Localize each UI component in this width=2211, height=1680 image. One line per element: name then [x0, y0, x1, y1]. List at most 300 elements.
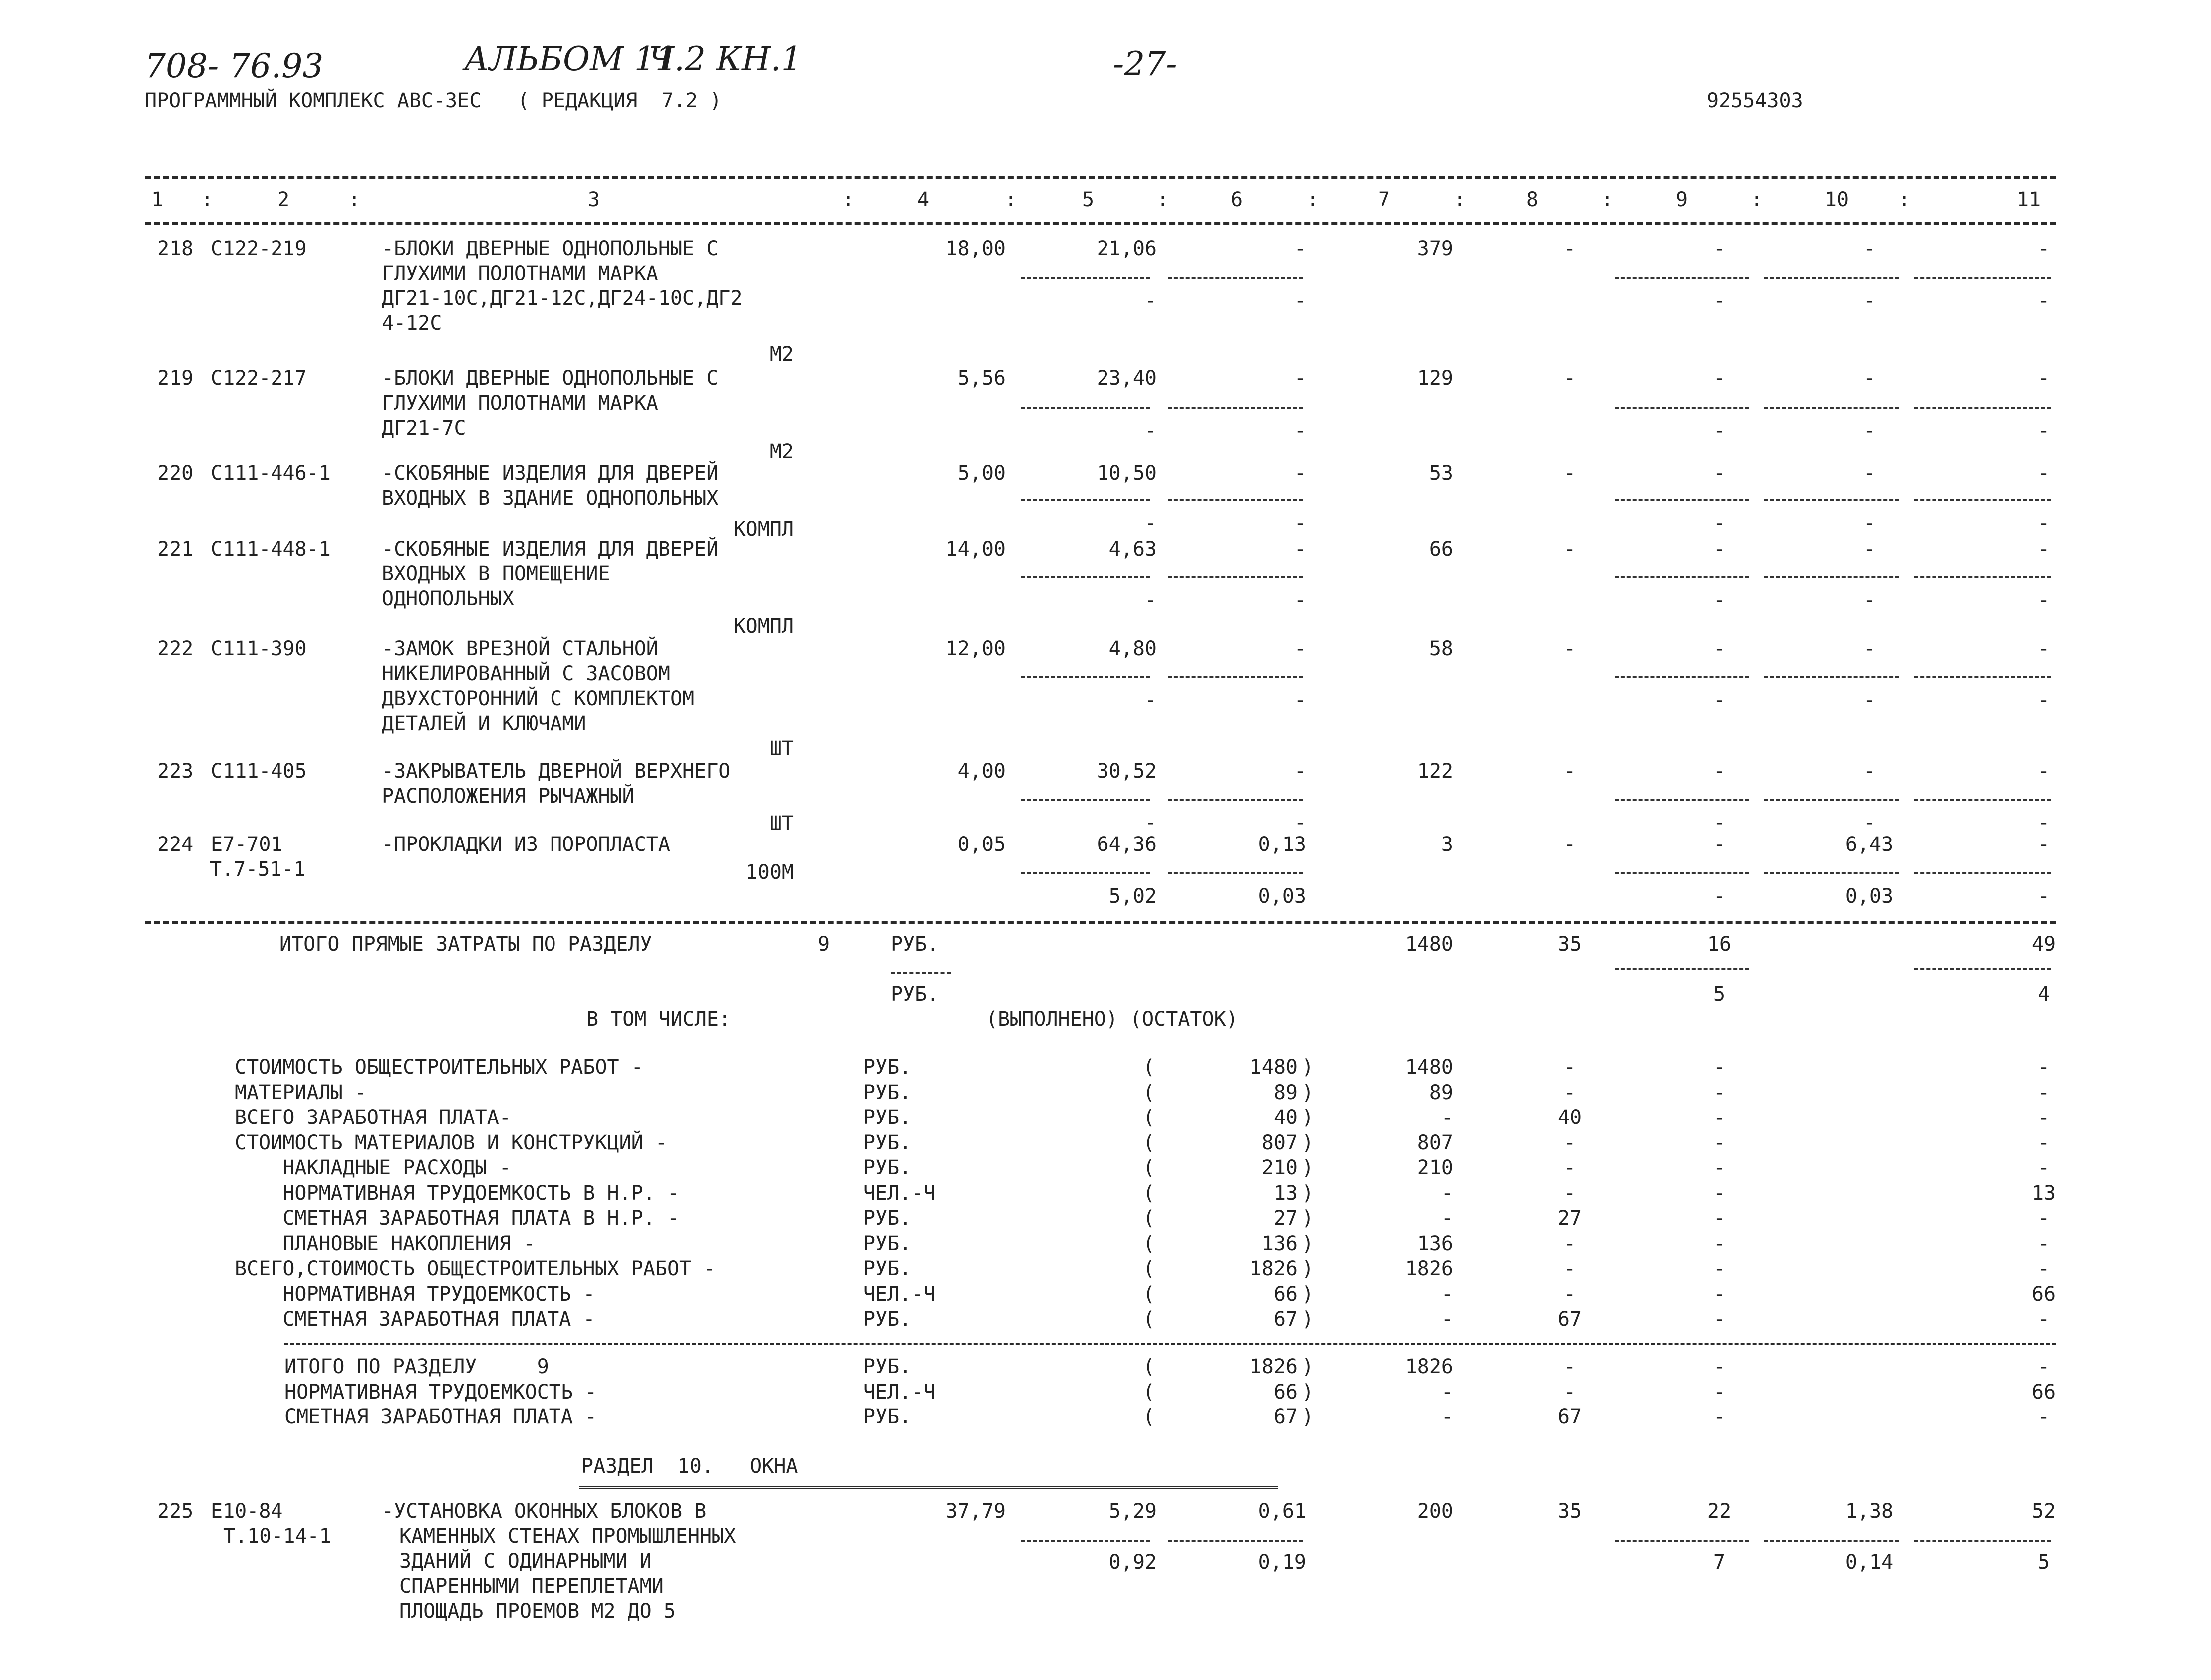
column-separator: : — [1156, 188, 1169, 211]
sub-divider — [1168, 799, 1303, 801]
breakdown-col11: - — [2037, 1232, 2050, 1255]
summary-label: ИТОГО ПО РАЗДЕЛУ 9 — [284, 1355, 549, 1378]
paren-open: ( — [1143, 1257, 1155, 1280]
total-col11-sub: 4 — [2037, 983, 2050, 1006]
column-separator: : — [1601, 188, 1614, 211]
breakdown-unit: РУБ. — [863, 1308, 912, 1331]
cell-col7: 129 — [1417, 367, 1453, 390]
column-header-1: 1 — [151, 188, 164, 211]
breakdown-header: (ВЫПОЛНЕНО) (ОСТАТОК) — [986, 1008, 1238, 1031]
breakdown-col8: - — [1563, 1182, 1576, 1205]
sub-divider — [1021, 407, 1150, 409]
sub-divider — [1764, 499, 1899, 501]
cell-col11-sub: - — [2037, 811, 2050, 834]
breakdown-label: НОРМАТИВНАЯ ТРУДОЕМКОСТЬ В Н.Р. - — [235, 1182, 680, 1205]
column-header-11: 11 — [2016, 188, 2041, 211]
cell-col10: - — [1863, 237, 1876, 260]
cell-col5-sub: - — [1144, 512, 1157, 535]
breakdown-col7: 807 — [1417, 1131, 1453, 1154]
sub-divider — [1168, 277, 1303, 279]
paren-open: ( — [1143, 1056, 1155, 1079]
row-unit: М2 — [769, 343, 794, 366]
sub-divider — [1615, 676, 1749, 678]
summary-col9: - — [1713, 1405, 1726, 1428]
breakdown-col11: - — [2037, 1081, 2050, 1104]
cell-col6: - — [1294, 367, 1306, 390]
cell-col8: - — [1563, 637, 1576, 660]
row-description: ГЛУХИМИ ПОЛОТНАМИ МАРКА — [382, 262, 658, 285]
sub-divider — [1021, 499, 1150, 501]
cell-col6-sub: - — [1294, 811, 1306, 834]
sub-divider — [1615, 799, 1749, 801]
cell-col11: - — [2037, 760, 2050, 783]
breakdown-col9: - — [1713, 1131, 1726, 1154]
paren-open: ( — [1143, 1131, 1155, 1154]
summary-rule — [284, 1343, 2056, 1345]
breakdown-unit: РУБ. — [863, 1131, 912, 1154]
row-code: E7-701 — [211, 833, 283, 856]
paren-close: ) — [1302, 1257, 1314, 1280]
sub-divider — [1168, 576, 1303, 578]
row-description: -БЛОКИ ДВЕРНЫЕ ОДНОПОЛЬНЫЕ С — [382, 237, 719, 260]
cell-col6-sub: - — [1294, 289, 1306, 312]
row-description: -УСТАНОВКА ОКОННЫХ БЛОКОВ В — [382, 1500, 707, 1523]
sub-divider — [1914, 407, 2051, 409]
cell-col6: - — [1294, 237, 1306, 260]
paren-open: ( — [1143, 1081, 1155, 1104]
cell-col7: 122 — [1417, 760, 1453, 783]
total-col9-sub: 5 — [1713, 983, 1726, 1006]
paren-open: ( — [1143, 1182, 1155, 1205]
section-total-label: ИТОГО ПРЯМЫЕ ЗАТРАТЫ ПО РАЗДЕЛУ — [279, 933, 652, 956]
breakdown-label: СТОИМОСТЬ МАТЕРИАЛОВ И КОНСТРУКЦИЙ - — [235, 1131, 667, 1154]
breakdown-col9: - — [1713, 1156, 1726, 1179]
cell-col9-sub: - — [1713, 289, 1726, 312]
breakdown-label: СТОИМОСТЬ ОБЩЕСТРОИТЕЛЬНЫХ РАБОТ - — [235, 1056, 643, 1079]
cell-col10-sub: - — [1863, 419, 1876, 442]
breakdown-col8: - — [1563, 1081, 1576, 1104]
paren-close: ) — [1302, 1182, 1314, 1205]
cell-col4: 5,56 — [957, 367, 1006, 390]
cell-col10: - — [1863, 462, 1876, 485]
cell-col6-sub: - — [1294, 512, 1306, 535]
sub-divider — [1615, 968, 1749, 970]
cell-col4: 14,00 — [945, 538, 1006, 560]
cell-col9: - — [1713, 760, 1726, 783]
row-description: ЗДАНИЙ С ОДИНАРНЫМИ И — [399, 1550, 652, 1573]
breakdown-done: 807 — [1261, 1131, 1298, 1154]
cell-col5: 5,29 — [1108, 1500, 1157, 1523]
sub-divider — [1615, 576, 1749, 578]
cell-col6-sub: 0,19 — [1258, 1551, 1306, 1574]
row-unit: КОМПЛ — [733, 615, 794, 638]
sub-divider — [1021, 799, 1150, 801]
sub-divider — [1764, 407, 1899, 409]
cell-col10: 1,38 — [1845, 1500, 1894, 1523]
row-description: -СКОБЯНЫЕ ИЗДЕЛИЯ ДЛЯ ДВЕРЕЙ — [382, 462, 719, 485]
column-separator: : — [1453, 188, 1466, 211]
paren-close: ) — [1302, 1207, 1314, 1230]
cell-col11-sub: - — [2037, 419, 2050, 442]
cell-col10-sub: - — [1863, 811, 1876, 834]
sub-divider — [1021, 1540, 1150, 1542]
column-separator: : — [348, 188, 361, 211]
doc-code: 708- 76.93 — [145, 47, 324, 85]
cell-col11: - — [2037, 367, 2050, 390]
paren-open: ( — [1143, 1106, 1155, 1129]
row-code: Т.7-51-1 — [210, 858, 306, 881]
header-bottom-rule — [145, 222, 2056, 225]
row-code: C122-219 — [211, 237, 307, 260]
row-code: C122-217 — [211, 367, 307, 390]
breakdown-col11: 13 — [2031, 1182, 2056, 1205]
sub-divider — [1168, 1540, 1303, 1542]
breakdown-unit: РУБ. — [863, 1156, 912, 1179]
row-number: 224 — [157, 833, 194, 856]
breakdown-label: ВСЕГО ЗАРАБОТНАЯ ПЛАТА- — [235, 1106, 511, 1129]
cell-col9: - — [1713, 237, 1726, 260]
summary-done: 1826 — [1249, 1355, 1298, 1378]
cell-col11-sub: 5 — [2037, 1551, 2050, 1574]
section-10-title: РАЗДЕЛ 10. ОКНА — [581, 1455, 798, 1478]
cell-col9: - — [1713, 833, 1726, 856]
row-number: 225 — [157, 1500, 194, 1523]
breakdown-col11: - — [2037, 1106, 2050, 1129]
cell-col11: 52 — [2031, 1500, 2056, 1523]
cell-col9: - — [1713, 637, 1726, 660]
cell-col11-sub: - — [2037, 512, 2050, 535]
summary-label: СМЕТНАЯ ЗАРАБОТНАЯ ПЛАТА - — [284, 1405, 597, 1428]
breakdown-col9: - — [1713, 1257, 1726, 1280]
paren-close: ) — [1302, 1131, 1314, 1154]
breakdown-col8: - — [1563, 1131, 1576, 1154]
row-unit: М2 — [769, 440, 794, 463]
breakdown-done: 1480 — [1249, 1056, 1298, 1079]
cell-col10: - — [1863, 538, 1876, 560]
summary-col9: - — [1713, 1381, 1726, 1403]
total-col11: 49 — [2031, 933, 2056, 956]
sub-divider — [1021, 576, 1150, 578]
sub-divider — [1914, 968, 2051, 970]
sub-divider — [1914, 499, 2051, 501]
sub-divider — [1615, 277, 1749, 279]
cell-col10: - — [1863, 760, 1876, 783]
cell-col5: 4,63 — [1108, 538, 1157, 560]
sub-divider — [1615, 872, 1749, 874]
breakdown-unit: РУБ. — [863, 1207, 912, 1230]
paren-open: ( — [1143, 1207, 1155, 1230]
cell-col5-sub: - — [1144, 811, 1157, 834]
row-description: -ЗАМОК ВРЕЗНОЙ СТАЛЬНОЙ — [382, 637, 658, 660]
row-description: ПЛОЩАДЬ ПРОЕМОВ М2 ДО 5 — [399, 1600, 676, 1623]
cell-col11-sub: - — [2037, 689, 2050, 712]
row-description: ВХОДНЫХ В ПОМЕЩЕНИЕ — [382, 562, 610, 585]
row-description: КАМЕННЫХ СТЕНАХ ПРОМЫШЛЕННЫХ — [399, 1525, 736, 1548]
row-code: C111-405 — [211, 760, 307, 783]
summary-col7: - — [1441, 1381, 1453, 1403]
section-10-underline — [579, 1486, 1278, 1489]
cell-col9: - — [1713, 462, 1726, 485]
cell-col8: - — [1563, 237, 1576, 260]
column-separator: : — [842, 188, 855, 211]
cell-col10: 6,43 — [1845, 833, 1894, 856]
breakdown-col9: - — [1713, 1207, 1726, 1230]
row-description: ДВУХСТОРОННИЙ С КОМПЛЕКТОМ — [382, 687, 695, 710]
sub-divider — [1615, 1540, 1749, 1542]
row-unit: ШТ — [769, 812, 794, 835]
breakdown-done: 40 — [1273, 1106, 1298, 1129]
row-code: Т.10-14-1 — [223, 1525, 331, 1548]
cell-col6: 0,61 — [1258, 1500, 1306, 1523]
row-description: НИКЕЛИРОВАННЫЙ С ЗАСОВОМ — [382, 662, 670, 685]
summary-unit: РУБ. — [863, 1405, 912, 1428]
row-description: -БЛОКИ ДВЕРНЫЕ ОДНОПОЛЬНЫЕ С — [382, 367, 719, 390]
cell-col4: 37,79 — [945, 1500, 1006, 1523]
cell-col11-sub: - — [2037, 289, 2050, 312]
row-description: РАСПОЛОЖЕНИЯ РЫЧАЖНЫЙ — [382, 785, 634, 808]
row-description: ДЕТАЛЕЙ И КЛЮЧАМИ — [382, 712, 586, 735]
doc-number: 92554303 — [1707, 89, 1803, 112]
row-number: 223 — [157, 760, 194, 783]
cell-col5-sub: - — [1144, 289, 1157, 312]
breakdown-col8: 40 — [1557, 1106, 1582, 1129]
album-label: АЛЬБОМ 11 — [464, 40, 676, 78]
sub-divider — [1914, 799, 2051, 801]
column-separator: : — [1004, 188, 1017, 211]
paren-close: ) — [1302, 1405, 1314, 1428]
cell-col8: - — [1563, 760, 1576, 783]
summary-unit: ЧЕЛ.-Ч — [863, 1381, 936, 1403]
column-header-5: 5 — [1082, 188, 1095, 211]
column-separator: : — [1898, 188, 1911, 211]
paren-close: ) — [1302, 1381, 1314, 1403]
cell-col9-sub: - — [1713, 689, 1726, 712]
sub-divider — [1914, 676, 2051, 678]
cell-col5: 64,36 — [1097, 833, 1157, 856]
row-code: C111-390 — [211, 637, 307, 660]
breakdown-col11: - — [2037, 1257, 2050, 1280]
section-total-unit: РУБ. — [891, 933, 939, 956]
cell-col7: 58 — [1429, 637, 1453, 660]
breakdown-label: СМЕТНАЯ ЗАРАБОТНАЯ ПЛАТА - — [235, 1308, 595, 1331]
breakdown-done: 1826 — [1249, 1257, 1298, 1280]
cell-col10-sub: - — [1863, 512, 1876, 535]
cell-col6-sub: 0,03 — [1258, 885, 1306, 908]
column-separator: : — [1306, 188, 1319, 211]
cell-col4: 18,00 — [945, 237, 1006, 260]
breakdown-col11: 66 — [2031, 1283, 2056, 1306]
summary-col7: 1826 — [1405, 1355, 1453, 1378]
row-description: ОДНОПОЛЬНЫХ — [382, 587, 514, 610]
cell-col5-sub: - — [1144, 589, 1157, 612]
cell-col5-sub: 0,92 — [1108, 1551, 1157, 1574]
paren-open: ( — [1143, 1355, 1155, 1378]
unit-underline — [891, 972, 951, 974]
summary-col7: - — [1441, 1405, 1453, 1428]
cell-col11: - — [2037, 833, 2050, 856]
paren-open: ( — [1143, 1156, 1155, 1179]
paren-open: ( — [1143, 1308, 1155, 1331]
column-header-7: 7 — [1378, 188, 1390, 211]
column-header-2: 2 — [277, 188, 290, 211]
breakdown-col7: 1826 — [1405, 1257, 1453, 1280]
cell-col10-sub: - — [1863, 289, 1876, 312]
breakdown-col9: - — [1713, 1283, 1726, 1306]
sub-divider — [1168, 499, 1303, 501]
summary-col8: 67 — [1557, 1405, 1582, 1428]
breakdown-done: 89 — [1273, 1081, 1298, 1104]
summary-done: 67 — [1273, 1405, 1298, 1428]
column-header-10: 10 — [1824, 188, 1849, 211]
cell-col11: - — [2037, 637, 2050, 660]
column-header-3: 3 — [587, 188, 600, 211]
row-description: ГЛУХИМИ ПОЛОТНАМИ МАРКА — [382, 392, 658, 415]
breakdown-unit: ЧЕЛ.-Ч — [863, 1182, 936, 1205]
total-col8: 35 — [1557, 933, 1582, 956]
cell-col6-sub: - — [1294, 419, 1306, 442]
breakdown-unit: РУБ. — [863, 1232, 912, 1255]
sub-divider — [1914, 277, 2051, 279]
sub-divider — [1168, 676, 1303, 678]
breakdown-col8: - — [1563, 1283, 1576, 1306]
cell-col5: 30,52 — [1097, 760, 1157, 783]
cell-col4: 12,00 — [945, 637, 1006, 660]
program-line: ПРОГРАММНЫЙ КОМПЛЕКС АВС-ЗЕС ( РЕДАКЦИЯ 7.2 ) — [145, 89, 722, 112]
breakdown-title: В ТОМ ЧИСЛЕ: — [586, 1008, 731, 1031]
paren-open: ( — [1143, 1283, 1155, 1306]
sub-divider — [1764, 799, 1899, 801]
row-code: C111-446-1 — [211, 462, 331, 485]
cell-col11-sub: - — [2037, 885, 2050, 908]
cell-col9-sub: - — [1713, 419, 1726, 442]
breakdown-col8: - — [1563, 1156, 1576, 1179]
cell-col10-sub: 0,14 — [1845, 1551, 1894, 1574]
sub-divider — [1914, 576, 2051, 578]
cell-col8: - — [1563, 367, 1576, 390]
paren-close: ) — [1302, 1355, 1314, 1378]
sub-divider — [1021, 277, 1150, 279]
paren-close: ) — [1302, 1106, 1314, 1129]
cell-col6: 0,13 — [1258, 833, 1306, 856]
breakdown-col9: - — [1713, 1232, 1726, 1255]
cell-col7: 53 — [1429, 462, 1453, 485]
cell-col11: - — [2037, 538, 2050, 560]
breakdown-done: 27 — [1273, 1207, 1298, 1230]
column-separator: : — [201, 188, 214, 211]
breakdown-unit: РУБ. — [863, 1056, 912, 1079]
breakdown-col7: 136 — [1417, 1232, 1453, 1255]
sub-divider — [1764, 872, 1899, 874]
sub-divider — [1914, 872, 2051, 874]
paren-close: ) — [1302, 1283, 1314, 1306]
cell-col6: - — [1294, 462, 1306, 485]
sub-divider — [1168, 872, 1303, 874]
cell-col9-sub: - — [1713, 885, 1726, 908]
cell-col8: - — [1563, 538, 1576, 560]
summary-col8: - — [1563, 1355, 1576, 1378]
row-number: 222 — [157, 637, 194, 660]
cell-col11: - — [2037, 462, 2050, 485]
column-header-6: 6 — [1230, 188, 1243, 211]
paren-close: ) — [1302, 1081, 1314, 1104]
breakdown-col9: - — [1713, 1308, 1726, 1331]
row-description: СПАРЕННЫМИ ПЕРЕПЛЕТАМИ — [399, 1575, 664, 1598]
table-top-rule — [145, 176, 2056, 179]
breakdown-label: ПЛАНОВЫЕ НАКОПЛЕНИЯ - — [235, 1232, 536, 1255]
row-description: -СКОБЯНЫЕ ИЗДЕЛИЯ ДЛЯ ДВЕРЕЙ — [382, 538, 719, 560]
row-unit: ШТ — [769, 737, 794, 760]
breakdown-unit: РУБ. — [863, 1106, 912, 1129]
section-total-number: 9 — [817, 933, 830, 956]
sub-divider — [1615, 499, 1749, 501]
row-description: -ЗАКРЫВАТЕЛЬ ДВЕРНОЙ ВЕРХНЕГО — [382, 760, 731, 783]
cell-col10: - — [1863, 367, 1876, 390]
row-number: 219 — [157, 367, 194, 390]
cell-col9-sub: - — [1713, 589, 1726, 612]
cell-col5: 4,80 — [1108, 637, 1157, 660]
breakdown-col8: 27 — [1557, 1207, 1582, 1230]
breakdown-label: НОРМАТИВНАЯ ТРУДОЕМКОСТЬ - — [235, 1283, 595, 1306]
row-number: 221 — [157, 538, 194, 560]
cell-col6: - — [1294, 760, 1306, 783]
breakdown-done: 66 — [1273, 1283, 1298, 1306]
breakdown-col9: - — [1713, 1081, 1726, 1104]
cell-col4: 4,00 — [957, 760, 1006, 783]
total-col7: 1480 — [1405, 933, 1453, 956]
cell-col10-sub: - — [1863, 689, 1876, 712]
cell-col8: 35 — [1557, 1500, 1582, 1523]
cell-col5: 10,50 — [1097, 462, 1157, 485]
breakdown-unit: ЧЕЛ.-Ч — [863, 1283, 936, 1306]
paren-open: ( — [1143, 1381, 1155, 1403]
column-header-9: 9 — [1675, 188, 1688, 211]
breakdown-label: СМЕТНАЯ ЗАРАБОТНАЯ ПЛАТА В Н.Р. - — [235, 1207, 680, 1230]
breakdown-col11: - — [2037, 1308, 2050, 1331]
cell-col6: - — [1294, 637, 1306, 660]
cell-col6-sub: - — [1294, 589, 1306, 612]
cell-col5: 21,06 — [1097, 237, 1157, 260]
page-number: -27- — [1113, 45, 1177, 83]
sub-divider — [1168, 407, 1303, 409]
cell-col9: - — [1713, 538, 1726, 560]
breakdown-col7: - — [1441, 1207, 1453, 1230]
row-description: -ПРОКЛАДКИ ИЗ ПОРОПЛАСТА — [382, 833, 670, 856]
column-header-4: 4 — [917, 188, 930, 211]
cell-col9: - — [1713, 367, 1726, 390]
cell-col5-sub: - — [1144, 419, 1157, 442]
sub-divider — [1021, 872, 1150, 874]
breakdown-done: 13 — [1273, 1182, 1298, 1205]
summary-col11: - — [2037, 1405, 2050, 1428]
breakdown-col8: - — [1563, 1257, 1576, 1280]
breakdown-col8: 67 — [1557, 1308, 1582, 1331]
sub-divider — [1764, 676, 1899, 678]
row-description: ДГ21-7С — [382, 417, 466, 440]
breakdown-col7: 1480 — [1405, 1056, 1453, 1079]
breakdown-col7: - — [1441, 1308, 1453, 1331]
breakdown-col11: - — [2037, 1156, 2050, 1179]
cell-col11: - — [2037, 237, 2050, 260]
breakdown-col9: - — [1713, 1182, 1726, 1205]
paren-open: ( — [1143, 1405, 1155, 1428]
breakdown-col8: - — [1563, 1056, 1576, 1079]
sub-divider — [1914, 1540, 2051, 1542]
breakdown-col11: - — [2037, 1131, 2050, 1154]
paren-close: ) — [1302, 1056, 1314, 1079]
breakdown-unit: РУБ. — [863, 1081, 912, 1104]
cell-col8: - — [1563, 462, 1576, 485]
breakdown-label: ВСЕГО,СТОИМОСТЬ ОБЩЕСТРОИТЕЛЬНЫХ РАБОТ - — [235, 1257, 716, 1280]
